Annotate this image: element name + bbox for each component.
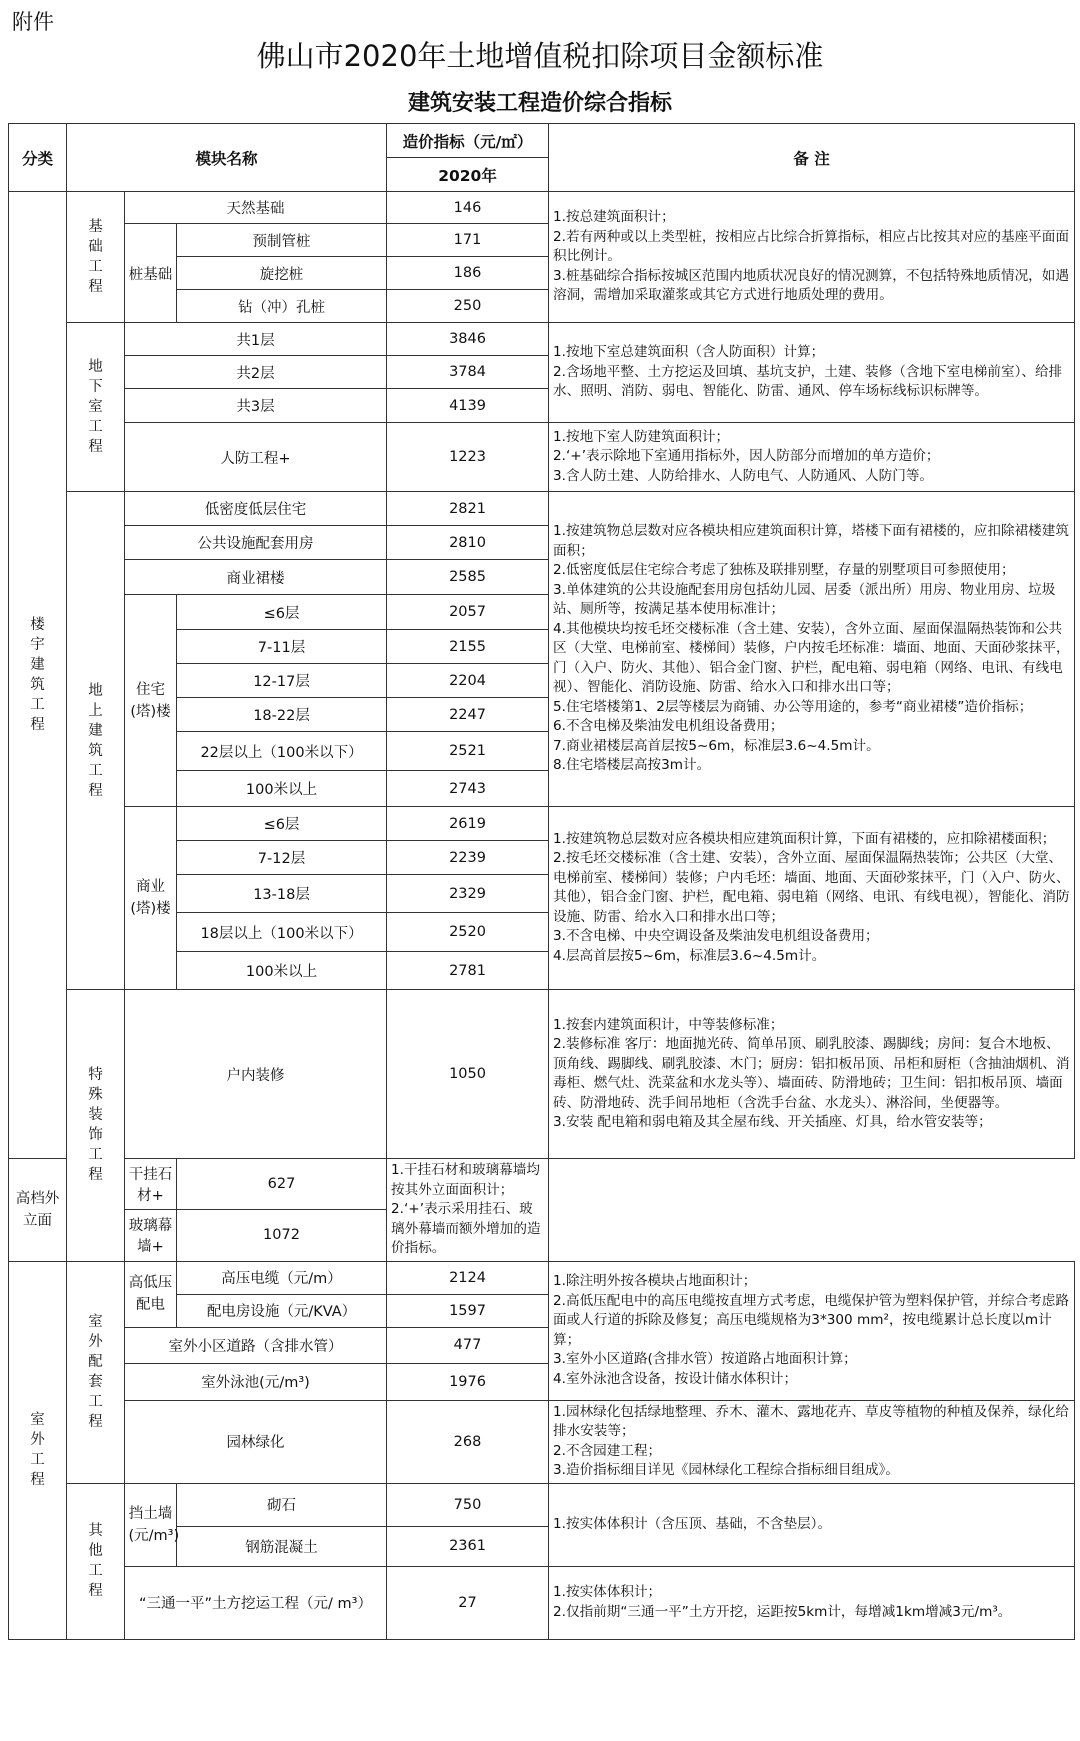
remark-line: 2.‘+’表示除地下室通用指标外，因人防部分而增加的单方造价；: [553, 448, 940, 465]
header-price-index: 造价指标（元/㎡）: [387, 124, 549, 158]
remark-line: 3.安装 配电箱和弱电箱及其全屋布线、开关插座、灯具，给水管安装等；: [553, 1114, 992, 1130]
price-index-table: [8, 123, 1075, 1640]
row-value: 146: [387, 192, 549, 224]
row-value: 268: [387, 1400, 549, 1483]
group-pile: 桩基础: [125, 224, 177, 323]
row-value: 1597: [387, 1294, 549, 1327]
row-value: 2057: [387, 595, 549, 630]
remarks-decoration: [549, 990, 1075, 1159]
remarks-civil-defense: [549, 423, 1075, 492]
row-value: 1050: [387, 990, 549, 1159]
row-name: 商业裙楼: [125, 560, 387, 595]
remark-line: 3.造价指标细目详见《园林绿化工程综合指标细目组成》。: [553, 1462, 900, 1478]
remark-line: 7.商业裙楼层高首层按5~6m，标准层3.6~4.5m计。: [553, 737, 880, 754]
remark-line: 1.干挂石材和玻璃幕墙均按其外立面面积计；: [391, 1162, 540, 1198]
row-value: 2521: [387, 732, 549, 771]
row-name: 预制管桩: [177, 224, 387, 257]
table-row: [9, 807, 1075, 841]
table-row: [9, 1566, 1075, 1639]
row-name: 共2层: [125, 356, 387, 389]
row-name: 旋挖桩: [177, 257, 387, 290]
remarks-facade: [387, 1159, 549, 1262]
table-row: [9, 1483, 1075, 1526]
remarks-commercial-tower: [549, 807, 1075, 990]
attachment-label: 附件: [12, 10, 54, 34]
remarks-outdoor: [549, 1261, 1075, 1400]
remark-line: 1.按总建筑面积计；: [553, 209, 675, 226]
row-name: 干挂石材+: [125, 1159, 177, 1210]
row-name: 共3层: [125, 389, 387, 423]
remark-line: 4.室外泳池含设备，按设计储水体积计；: [553, 1370, 798, 1387]
remarks-above-ground: [549, 492, 1075, 807]
remark-line: 2.含场地平整、土方挖运及回填、基坑支护，土建、装修（含地下室电梯前室）、给排水、照明、消防、弱电、智能化、防雷、通风、停车场标线标识标牌等。: [553, 363, 1063, 400]
row-value: 3784: [387, 356, 549, 389]
row-name: 7-11层: [177, 630, 387, 664]
row-name: 玻璃幕墙+: [125, 1210, 177, 1261]
remark-line: 8.住宅塔楼层高按3m计。: [553, 757, 711, 774]
row-value: 2124: [387, 1261, 549, 1294]
remark-line: 5.住宅塔楼第1、2层等楼层为商铺、办公等用途的，参考“商业裙楼”造价指标；: [553, 698, 1033, 715]
row-value: 4139: [387, 389, 549, 423]
header-module: 模块名称: [67, 124, 387, 192]
group-residential-tower: 住宅(塔)楼: [125, 595, 177, 807]
row-name: ≤6层: [177, 595, 387, 630]
row-name: 22层以上（100米以下）: [177, 732, 387, 771]
row-name: 户内装修: [125, 990, 387, 1159]
remark-line: 2.仅指前期“三通一平”土方开挖，运距按5km计，每增减1km增减3元/m³。: [553, 1603, 1012, 1620]
row-name: 钻（冲）孔桩: [177, 290, 387, 323]
row-value: 27: [387, 1566, 549, 1639]
remark-line: 4.层高首层按5~6m，标准层3.6~4.5m计。: [553, 947, 826, 964]
group-special-decoration: 特殊装饰工程: [67, 990, 125, 1262]
row-name: 18层以上（100米以下）: [177, 913, 387, 952]
remark-line: 2.不含园建工程；: [553, 1442, 662, 1459]
remarks-earthwork: [549, 1566, 1075, 1639]
group-supporting: 室外配套工程: [67, 1261, 125, 1483]
row-name: ≤6层: [177, 807, 387, 841]
remark-line: 2.按毛坯交楼标准（含土建、安装），含外立面、屋面保温隔热装饰；公共区（大堂、电梯前室、楼梯间）装修；户内毛坯：墙面、地面、天面砂浆抹平，门（入户、防火、其他），铝合金门窗、护栏，配电箱、弱电箱（网络、电讯、有线电视），智能化、消防设施、防雷、给水入口和排水出口等；: [553, 850, 1070, 925]
group-other: 其他工程: [67, 1483, 125, 1639]
remark-line: 3.不含电梯、中央空调设备及柴油发电机组设备费用；: [553, 928, 879, 945]
table-row: [9, 192, 1075, 224]
row-value: 2239: [387, 841, 549, 875]
table-row: [9, 492, 1075, 526]
group-facade: 高档外立面: [9, 1159, 67, 1262]
remark-line: 3.单体建筑的公共设施配套用房包括幼儿园、居委（派出所）用房、物业用房、垃圾站、厕所等，按满足基本使用标准计；: [553, 581, 1056, 618]
row-name: 钢筋混凝土: [177, 1526, 387, 1566]
row-name: 12-17层: [177, 664, 387, 698]
row-value: 2743: [387, 771, 549, 807]
remark-line: 1.按建筑物总层数对应各模块相应建筑面积计算，塔楼下面有裙楼的，应扣除裙楼建筑面积；: [553, 523, 1069, 559]
row-name: 配电房设施（元/KVA）: [177, 1294, 387, 1327]
row-value: 3846: [387, 323, 549, 356]
row-value: 2619: [387, 807, 549, 841]
remark-line: 2.‘+’表示采用挂石、玻璃外幕墙而额外增加的造价指标。: [391, 1201, 541, 1256]
row-name: 室外泳池(元/m³): [125, 1363, 387, 1400]
remark-line: 4.其他模块均按毛坯交楼标准（含土建、安装），含外立面、屋面保温隔热装饰和公共区（大堂、电梯前室、楼梯间）装修，户内按毛坯标准：墙面、地面、天面砂浆抹平，门（入户、防火、其他）、铝合金门窗、护栏，配电箱、弱电箱（网络、电讯、有线电视）、智能化、消防设施、防雷、给水入口和排水出口等；: [553, 620, 1070, 696]
category-building: 楼宇建筑工程: [9, 192, 67, 1159]
row-value: 2247: [387, 698, 549, 732]
group-commercial-tower: 商业(塔)楼: [125, 807, 177, 990]
row-name: 公共设施配套用房: [125, 526, 387, 560]
remark-line: 6.不含电梯及柴油发电机组设备费用；: [553, 718, 784, 735]
remark-line: 1.园林绿化包括绿地整理、乔木、灌木、露地花卉、草皮等植物的种植及保养，绿化给排水安装等；: [553, 1403, 1069, 1439]
row-name: 100米以上: [177, 771, 387, 807]
header-remarks: 备 注: [549, 124, 1075, 192]
row-name: 7-12层: [177, 841, 387, 875]
row-name: 100米以上: [177, 952, 387, 990]
table-row: [9, 990, 1075, 1159]
remark-line: 3.含人防土建、人防给排水、人防电气、人防通风、人防门等。: [553, 467, 934, 484]
remarks-basement: [549, 323, 1075, 423]
remark-line: 2.装修标准 客厅：地面抛光砖、简单吊顶、刷乳胶漆、踢脚线；房间：复合木地板、顶角线、踢脚线、刷乳胶漆、木门；厨房：铝扣板吊顶、吊柜和厨柜（含抽油烟机、消毒柜、燃气灶、洗菜盆和水龙头等）、墙面砖、防滑地砖；卫生间：铝扣板吊顶、墙面砖、防滑地砖、洗手间吊地柜（含洗手台盆、水龙头）、淋浴间，坐便器等。: [553, 1036, 1070, 1111]
row-value: 2821: [387, 492, 549, 526]
row-value: 2329: [387, 875, 549, 913]
remark-line: 2.低密度低层住宅综合考虑了独栋及联排别墅，存量的别墅项目可参照使用；: [553, 562, 1015, 579]
group-above-ground: 地上建筑工程: [67, 492, 125, 990]
row-value: 2361: [387, 1526, 549, 1566]
remark-line: 3.桩基础综合指标按城区范围内地质状况良好的情况测算，不包括特殊地质情况，如遇溶洞，需增加采取灌浆或其它方式进行地质处理的费用。: [553, 267, 1069, 304]
row-value: 1976: [387, 1363, 549, 1400]
remark-line: 3.室外小区道路(含排水管）按道路占地面积计算；: [553, 1351, 857, 1367]
row-name: 低密度低层住宅: [125, 492, 387, 526]
row-value: 627: [177, 1159, 387, 1210]
group-retaining-wall: 挡土墙(元/m³): [125, 1483, 177, 1566]
row-value: 2810: [387, 526, 549, 560]
row-value: 750: [387, 1483, 549, 1526]
remarks-landscape: [549, 1400, 1075, 1483]
table-row: [9, 323, 1075, 356]
remark-line: 2.高低压配电中的高压电缆按直埋方式考虑，电缆保护管为塑料保护管，并综合考虑路面或人行道的拆除及修复；高压电缆规格为3*300 mm²，按电缆累计总长度以m计算；: [553, 1292, 1069, 1348]
remark-line: 1.除注明外按各模块占地面积计；: [553, 1273, 757, 1289]
row-name: 室外小区道路（含排水管）: [125, 1327, 387, 1363]
row-value: 250: [387, 290, 549, 323]
row-value: 2585: [387, 560, 549, 595]
header-category: 分类: [9, 124, 67, 192]
remarks-foundation: [549, 192, 1075, 323]
row-name: 高压电缆（元/m）: [177, 1261, 387, 1294]
remark-line: 1.按实体体积计（含压顶、基础，不含垫层）。: [553, 1515, 832, 1532]
remark-line: 2.若有两种或以上类型桩，按相应占比综合折算指标，相应占比按其对应的基座平面面积比例计。: [553, 228, 1069, 265]
remark-line: 1.按地下室总建筑面积（含人防面积）计算；: [553, 344, 825, 361]
remark-line: 1.按建筑物总层数对应各模块相应建筑面积计算，下面有裙楼的，应扣除裙楼面积；: [553, 830, 1056, 847]
row-name: 园林绿化: [125, 1400, 387, 1483]
row-value: 477: [387, 1327, 549, 1363]
row-value: 2155: [387, 630, 549, 664]
row-name: “三通一平”土方挖运工程（元/ m³）: [125, 1566, 387, 1639]
page-title: 佛山市2020年土地增值税扣除项目金额标准: [256, 39, 824, 73]
page-subtitle: 建筑安装工程造价综合指标: [407, 91, 672, 116]
row-name: 人防工程+: [125, 423, 387, 492]
remark-line: 1.按地下室人防建筑面积计；: [553, 428, 730, 445]
header-year: 2020年: [387, 158, 549, 192]
row-value: 2204: [387, 664, 549, 698]
row-name: 天然基础: [125, 192, 387, 224]
header-row: [9, 124, 1075, 158]
row-value: 2781: [387, 952, 549, 990]
table-row: [9, 1261, 1075, 1294]
group-basement: 地下室工程: [67, 323, 125, 492]
row-value: 2520: [387, 913, 549, 952]
group-hv-lv: 高低压配电: [125, 1261, 177, 1327]
remark-line: 1.按套内建筑面积计，中等装修标准；: [553, 1016, 784, 1033]
category-outdoor: 室外工程: [9, 1261, 67, 1639]
row-value: 1223: [387, 423, 549, 492]
row-name: 13-18层: [177, 875, 387, 913]
table-row: [9, 1400, 1075, 1483]
remark-line: 1.按实体体积计；: [553, 1584, 662, 1600]
row-value: 186: [387, 257, 549, 290]
row-value: 171: [387, 224, 549, 257]
table-row: [9, 1159, 1075, 1210]
group-foundation: 基础工程: [67, 192, 125, 323]
remarks-retaining: [549, 1483, 1075, 1566]
row-name: 18-22层: [177, 698, 387, 732]
row-name: 共1层: [125, 323, 387, 356]
row-value: 1072: [177, 1210, 387, 1261]
row-name: 砌石: [177, 1483, 387, 1526]
table-row: [9, 423, 1075, 492]
